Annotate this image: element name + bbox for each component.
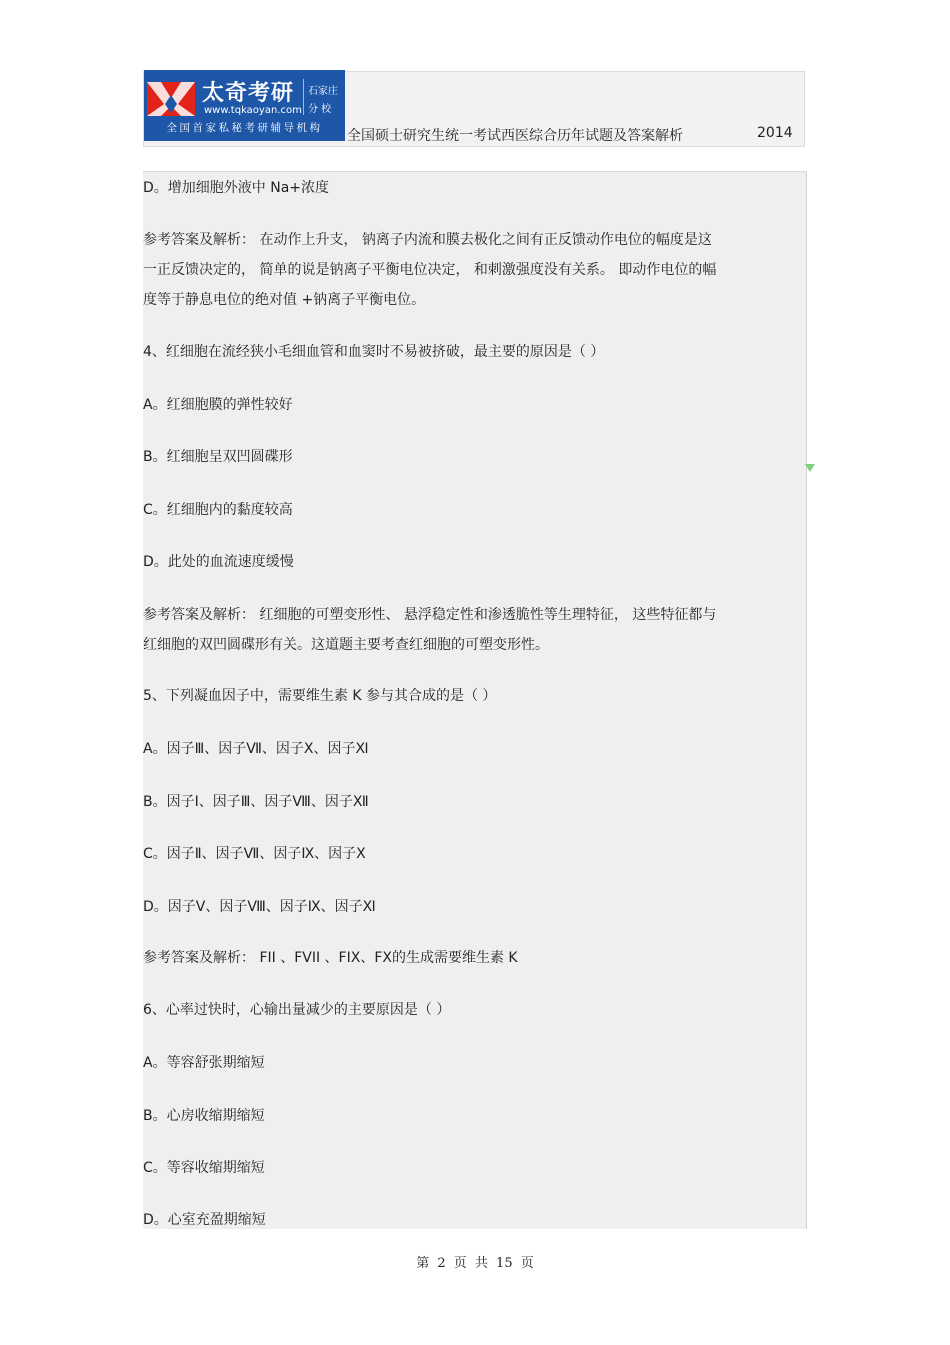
logo-mark-icon <box>147 82 195 116</box>
question-6-option-a: A。等容舒张期缩短 <box>143 1055 265 1071</box>
document-title: 全国硕士研究生统一考试西医综合历年试题及答案解析 <box>347 128 683 144</box>
logo <box>144 70 345 141</box>
question-6-option-c: C。等容收缩期缩短 <box>143 1160 265 1176</box>
answer-explanation-line: 参考答案及解析： FII 、FVII 、FIX、FX的生成需要维生素 K <box>143 950 518 966</box>
question-6-option-d: D。心室充盈期缩短 <box>143 1212 266 1228</box>
question-6: 6、心率过快时，心输出量减少的主要原因是（ ） <box>143 1002 451 1018</box>
answer-explanation-line: 参考答案及解析： 红细胞的可塑变形性、 悬浮稳定性和渗透脆性等生理特征， 这些特征都与 <box>143 607 717 623</box>
question-5: 5、下列凝血因子中，需要维生素 K 参与其合成的是（ ） <box>143 688 497 704</box>
answer-explanation-line: 红细胞的双凹圆碟形有关。这道题主要考查红细胞的可塑变形性。 <box>143 637 549 653</box>
logo-branch-city: 石家庄 <box>308 86 338 97</box>
question-5-option-b: B。因子Ⅰ、因子Ⅲ、因子Ⅷ、因子Ⅻ <box>143 794 369 810</box>
margin-marker-icon <box>805 464 815 472</box>
logo-branch-label: 分 校 <box>308 104 332 115</box>
logo-divider <box>303 79 304 115</box>
question-4-option-c: C。红细胞内的黏度较高 <box>143 502 293 518</box>
logo-slogan: 全国首家私秘考研辅导机构 <box>166 122 323 134</box>
logo-title: 太奇考研 <box>202 81 295 106</box>
question-5-option-c: C。因子Ⅱ、因子Ⅶ、因子Ⅸ、因子Ⅹ <box>143 846 366 862</box>
page-number: 第 2 页 共 15 页 <box>416 1256 534 1271</box>
answer-explanation-line: 度等于静息电位的绝对值 +钠离子平衡电位。 <box>143 292 426 308</box>
question-5-option-d: D。因子Ⅴ、因子Ⅷ、因子Ⅸ、因子Ⅺ <box>143 899 376 915</box>
question-5-option-a: A。因子Ⅲ、因子Ⅶ、因子Ⅹ、因子Ⅺ <box>143 741 369 757</box>
option-d-text: D。增加细胞外液中 Na+浓度 <box>143 180 330 196</box>
question-4: 4、红细胞在流经狭小毛细血管和血窦时不易被挤破，最主要的原因是（ ） <box>143 344 605 360</box>
logo-url: www.tqkaoyan.com <box>204 105 302 116</box>
question-4-option-d: D。此处的血流速度缓慢 <box>143 554 294 570</box>
question-6-option-b: B。心房收缩期缩短 <box>143 1108 265 1124</box>
document-year: 2014 <box>757 125 793 141</box>
question-4-option-a: A。红细胞膜的弹性较好 <box>143 397 293 413</box>
question-4-option-b: B。红细胞呈双凹圆碟形 <box>143 449 293 465</box>
answer-explanation-line: 一正反馈决定的， 简单的说是钠离子平衡电位决定， 和刺激强度没有关系。 即动作电位的幅 <box>143 262 717 278</box>
answer-explanation-line: 参考答案及解析： 在动作上升支， 钠离子内流和膜去极化之间有正反馈动作电位的幅度是这 <box>143 232 712 248</box>
